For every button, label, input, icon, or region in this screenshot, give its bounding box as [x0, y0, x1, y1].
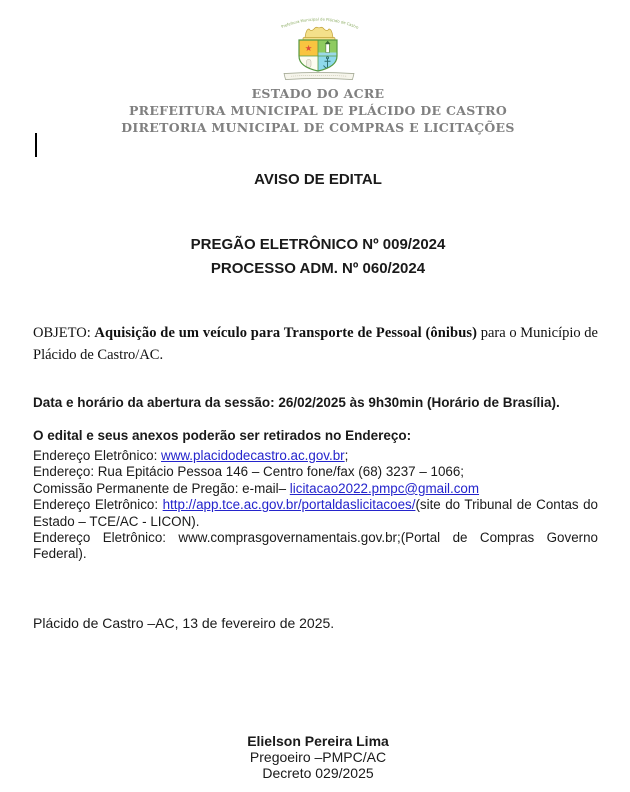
crest-arc-title: Prefeitura Municipal de Plácido de Castro [280, 16, 360, 30]
signature-decree: Decreto 029/2025 [262, 765, 374, 781]
address-list [33, 448, 598, 563]
objeto-bold-text: Aquisição de um veículo para Transporte de Pessoal (ônibus) [94, 325, 478, 341]
coat-of-arms [276, 16, 362, 84]
objeto-label: OBJETO: [33, 325, 95, 341]
crown-icon [303, 27, 335, 40]
address-line-tce: Endereço Eletrônico: http://app.tce.ac.gov.br/portaldaslicitacoes/(site do Tribunal de Contas do Estado – TCE/AC - LICON). [33, 497, 599, 529]
session-datetime-line: Data e horário da abertura da sessão: 26/02/2025 às 9h30min (Horário de Brasília). [33, 395, 560, 410]
address-line-comprasgov: Endereço Eletrônico: www.comprasgovernamentais.gov.br;(Portal de Compras Governo Federal). [33, 530, 598, 562]
address-line-website: Endereço Eletrônico: www.placidodecastro.ac.gov.br; [33, 448, 349, 463]
municipality-website-link[interactable]: www.placidodecastro.ac.gov.br [161, 448, 345, 463]
tree-trunk-icon [307, 60, 312, 68]
address-line-email: Comissão Permanente de Pregão: e-mail– licitacao2022.pmpc@gmail.com [33, 480, 480, 496]
objeto-rest-text: para o Município de Plácido de Castro/AC. [33, 325, 598, 363]
signature-role: Pregoeiro –PMPC/AC [249, 749, 387, 765]
header-department-line: DIRETORIA MUNICIPAL DE COMPRAS E LICITAÇÕES [121, 120, 515, 135]
document-title: AVISO DE EDITAL [254, 171, 382, 188]
address-line-street: Endereço: Rua Epitácio Pessoa 146 – Centro fone/fax (68) 3237 – 1066; [33, 464, 465, 480]
star-icon: ★ [304, 44, 313, 55]
pregao-number-line: PREGÃO ELETRÔNICO Nº 009/2024 [190, 236, 446, 253]
objeto-paragraph [33, 322, 598, 366]
header-municipality-line: PREFEITURA MUNICIPAL DE PLÁCIDO DE CASTRO [128, 103, 508, 118]
email-link[interactable]: licitacao2022.pmpc@gmail.com [289, 480, 480, 496]
city-date-line: Plácido de Castro –AC, 13 de fevereiro de 2025. [33, 615, 335, 631]
signature-name: Elielson Pereira Lima [247, 733, 389, 749]
header-state-line: ESTADO DO ACRE [251, 86, 385, 101]
retrieval-heading: O edital e seus anexos poderão ser retirados no Endereço: [33, 428, 412, 443]
banner-ribbon [284, 73, 354, 80]
tce-portal-link[interactable]: http://app.tce.ac.gov.br/portaldaslicitacoes/ [162, 497, 416, 513]
text-cursor [35, 133, 37, 157]
processo-number-line: PROCESSO ADM. Nº 060/2024 [210, 260, 426, 277]
